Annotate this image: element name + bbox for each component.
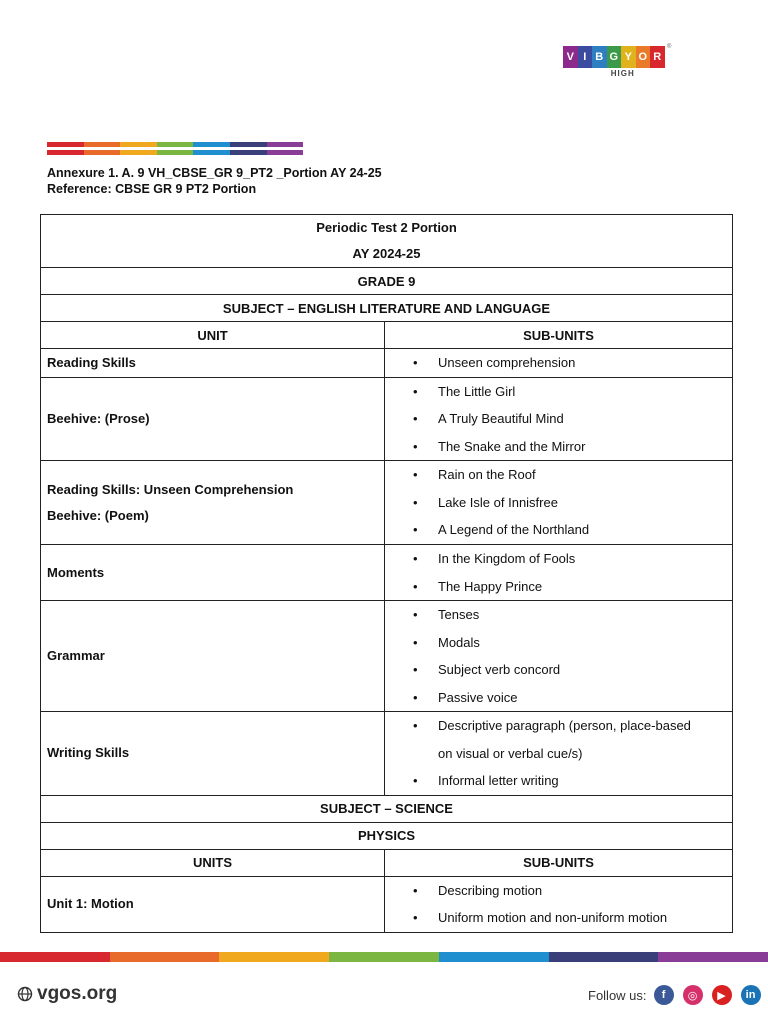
subunits-cell <box>385 712 733 796</box>
subunit-list <box>391 601 726 711</box>
column-header-unit: UNIT <box>41 322 385 349</box>
subunit-item: • Informal letter writing <box>391 767 726 795</box>
rainbow-segment <box>157 142 194 155</box>
unit-cell <box>41 601 385 712</box>
subunits-cell <box>385 461 733 545</box>
unit-name: Beehive: (Poem) <box>47 507 149 523</box>
subunit-item: • In the Kingdom of Fools <box>391 545 726 573</box>
unit-cell <box>41 712 385 796</box>
footer-bar-segment <box>439 952 549 962</box>
table-title: Periodic Test 2 Portion <box>316 220 457 235</box>
subunit-item: • Descriptive paragraph (person, place-based <box>391 712 726 740</box>
footer-bar-segment <box>110 952 220 962</box>
rainbow-segment <box>120 142 157 155</box>
subunit-item: • Uniform motion and non-uniform motion <box>391 904 726 932</box>
rainbow-segment <box>84 142 121 155</box>
follow-label: Follow us: <box>588 987 647 1003</box>
footer-bar-segment <box>219 952 329 962</box>
unit-name: Unit 1: Motion <box>47 896 134 911</box>
column-header-unit: UNITS <box>41 849 385 876</box>
unit-cell <box>41 461 385 545</box>
globe-icon <box>17 986 33 1002</box>
linkedin-icon[interactable]: in <box>741 985 761 1005</box>
portion-table <box>40 214 733 933</box>
subunit-item: • Describing motion <box>391 877 726 905</box>
subunit-item: • The Snake and the Mirror <box>391 433 726 461</box>
subject-heading-science: SUBJECT – SCIENCE <box>41 795 733 822</box>
subunit-list <box>391 877 726 932</box>
footer-bar-segment <box>658 952 768 962</box>
social-icons <box>654 985 761 1005</box>
unit-cell <box>41 349 385 378</box>
subunit-item: • Tenses <box>391 601 726 629</box>
subunits-cell <box>385 545 733 601</box>
subunits-cell <box>385 377 733 461</box>
unit-name: Reading Skills <box>47 354 136 370</box>
rainbow-segment <box>47 142 84 155</box>
logo-letter: I <box>578 46 593 68</box>
subunit-list <box>391 712 726 795</box>
subunit-item: • Unseen comprehension <box>391 349 726 377</box>
youtube-icon[interactable]: ▶ <box>712 985 732 1005</box>
website-link[interactable] <box>17 983 117 1005</box>
subunit-item: • The Little Girl <box>391 378 726 406</box>
rainbow-segment <box>267 142 304 155</box>
follow-us <box>588 985 761 1005</box>
subunit-item: • A Legend of the Northland <box>391 516 726 544</box>
footer-bar-segment <box>549 952 659 962</box>
footer-bar-segment <box>329 952 439 962</box>
annexure-line: Annexure 1. A. 9 VH_CBSE_GR 9_PT2 _Portion AY 24-25 <box>47 166 382 180</box>
logo-subtitle: HIGH <box>610 69 635 78</box>
subunit-list <box>391 349 726 377</box>
subunit-item: • Passive voice <box>391 684 726 712</box>
subunit-item: • A Truly Beautiful Mind <box>391 405 726 433</box>
unit-name: Reading Skills: Unseen Comprehension <box>47 481 294 497</box>
column-header-subunits: SUB-UNITS <box>385 322 733 349</box>
footer-bar-segment <box>0 952 110 962</box>
rainbow-segment <box>230 142 267 155</box>
registered-mark: ® <box>667 44 672 50</box>
unit-cell <box>41 876 385 932</box>
subunits-cell <box>385 349 733 378</box>
unit-cell <box>41 377 385 461</box>
rainbow-segment <box>193 142 230 155</box>
subunits-cell <box>385 876 733 932</box>
subunit-list <box>391 378 726 461</box>
header-rainbow-bar <box>47 142 303 155</box>
academic-year: AY 2024-25 <box>352 246 421 261</box>
logo-letters <box>563 46 665 68</box>
logo-letter: R <box>650 46 665 68</box>
subunit-list <box>391 461 726 544</box>
unit-cell <box>41 545 385 601</box>
subunit-item: • Lake Isle of Innisfree <box>391 489 726 517</box>
vibgyor-logo <box>563 44 672 78</box>
instagram-icon[interactable]: ◎ <box>683 985 703 1005</box>
subunit-item: on visual or verbal cue/s) <box>438 745 583 761</box>
logo-letter: O <box>636 46 651 68</box>
table-title-cell <box>41 215 733 268</box>
unit-name: Beehive: (Prose) <box>47 410 150 426</box>
facebook-icon[interactable]: f <box>654 985 674 1005</box>
column-header-subunits: SUB-UNITS <box>385 849 733 876</box>
reference-line: Reference: CBSE GR 9 PT2 Portion <box>47 182 257 196</box>
document-reference <box>47 165 382 197</box>
subunit-item: • Modals <box>391 629 726 657</box>
unit-name: Grammar <box>47 648 105 663</box>
footer-rainbow-bar <box>0 952 768 962</box>
subject-heading-english: SUBJECT – ENGLISH LITERATURE AND LANGUAGE <box>41 295 733 322</box>
unit-name: Moments <box>47 564 105 580</box>
subunit-item: • Rain on the Roof <box>391 461 726 489</box>
logo-letter: V <box>563 46 578 68</box>
logo-letter: Y <box>621 46 636 68</box>
logo-letter: B <box>592 46 607 68</box>
website-text[interactable]: vgos.org <box>37 983 118 1004</box>
physics-heading: PHYSICS <box>41 822 733 849</box>
subunit-list <box>391 545 726 600</box>
subunit-item: • The Happy Prince <box>391 573 726 601</box>
unit-name: Writing Skills <box>47 745 130 761</box>
subunits-cell <box>385 601 733 712</box>
logo-letter: G <box>607 46 622 68</box>
subunit-item: • Subject verb concord <box>391 656 726 684</box>
grade-heading: GRADE 9 <box>41 268 733 295</box>
